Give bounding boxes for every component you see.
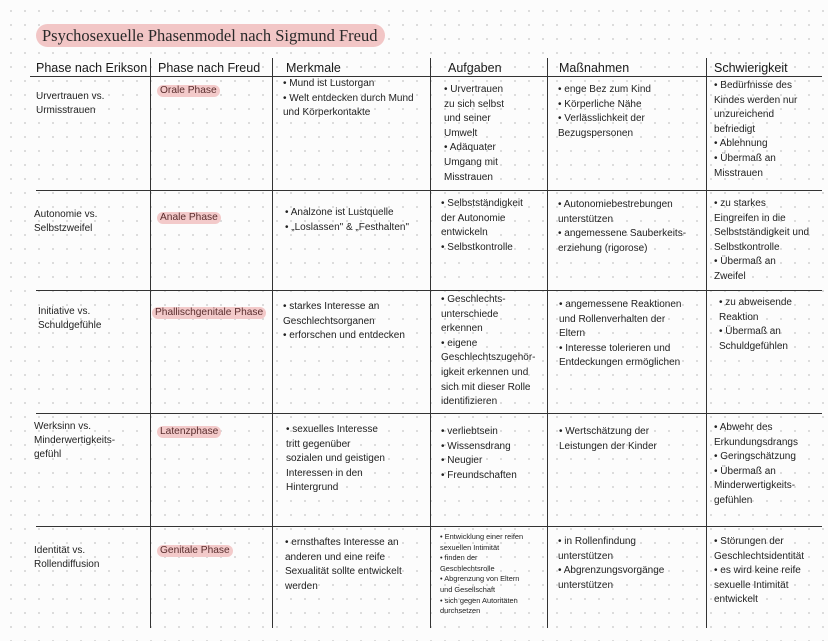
cell-schwierigkeit: • zu abweisende Reaktion • Übermaß an Schuldgefühlen bbox=[719, 297, 792, 352]
cell-erikson: Identität vs. Rollendiffusion bbox=[34, 545, 100, 570]
cell-aufgaben: • Entwicklung einer reifen sexuellen Intimität • finden der Geschlechtsrolle • Abgrenzung von Eltern und Gesellschaft • sich gegen Autoritäten durchsetzen bbox=[440, 532, 524, 616]
column-divider bbox=[706, 58, 707, 628]
header-aufgaben: Aufgaben bbox=[448, 61, 502, 75]
header-massnahmen: Maßnahmen bbox=[559, 61, 630, 75]
header-schwierigkeit: Schwierigkeit bbox=[714, 61, 788, 75]
row-divider bbox=[36, 290, 822, 291]
phase-badge: Orale Phase bbox=[157, 85, 220, 97]
cell-aufgaben: • verliebtsein • Wissensdrang • Neugier • Freundschaften bbox=[441, 426, 517, 481]
cell-erikson: Initiative vs. Schuldgefühle bbox=[38, 306, 102, 331]
cell-merkmale: • Analzone ist Lustquelle • „Loslassen" & „Festhalten" bbox=[285, 207, 409, 233]
cell-aufgaben: • Urvertrauen zu sich selbst und seiner Umwelt • Adäquater Umgang mit Misstrauen bbox=[444, 84, 505, 183]
row-divider bbox=[36, 526, 822, 527]
cell-massnahmen: • in Rollenfindung unterstützen • Abgrenzungsvorgänge unterstützen bbox=[558, 536, 665, 591]
cell-merkmale: • ernsthaftes Interesse an anderen und eine reife Sexualität sollte entwickelt werden bbox=[285, 537, 402, 592]
header-merkmale: Merkmale bbox=[286, 61, 341, 75]
row-divider bbox=[36, 190, 822, 191]
header-freud: Phase nach Freud bbox=[158, 61, 261, 75]
cell-massnahmen: • enge Bez zum Kind • Körperliche Nähe • Verlässlichkeit der Bezugspersonen bbox=[558, 84, 651, 139]
cell-merkmale: • Mund ist Lustorgan • Welt entdecken durch Mund und Körperkontakte bbox=[283, 78, 414, 119]
cell-massnahmen: • Autonomiebestrebungen unterstützen • angemessene Sauberkeits- erziehung (rigorose) bbox=[558, 199, 687, 254]
cell-aufgaben: • Geschlechts- unterschiede erkennen • eigene Geschlechtszugehör- igkeit erkennen und sich mit dieser Rolle identifizieren bbox=[441, 294, 536, 408]
column-divider bbox=[272, 58, 273, 628]
header-erikson: Phase nach Erikson bbox=[36, 61, 148, 75]
cell-massnahmen: • angemessene Reaktionen und Rollenverhalten der Eltern • Interesse tolerieren und Entdeckungen ermöglichen bbox=[559, 299, 682, 369]
column-divider bbox=[430, 58, 431, 628]
cell-merkmale: • starkes Interesse an Geschlechtsorganen • erforschen und entdecken bbox=[283, 301, 405, 342]
cell-erikson: Werksinn vs. Minderwertigkeits- gefühl bbox=[34, 421, 116, 460]
phase-badge: Genitale Phase bbox=[157, 545, 233, 557]
phase-badge: Phallischgenitale Phase bbox=[152, 307, 266, 319]
row-divider bbox=[36, 413, 822, 414]
page-title: Psychosexuelle Phasenmodel nach Sigmund Freud bbox=[36, 24, 385, 47]
cell-merkmale: • sexuelles Interesse tritt gegenüber sozialen und geistigen Interessen in den Hintergrund bbox=[286, 424, 385, 494]
phase-badge: Latenzphase bbox=[157, 426, 221, 438]
column-divider bbox=[150, 58, 151, 628]
cell-schwierigkeit: • Abwehr des Erkundungsdrangs • Geringschätzung • Übermaß an Minderwertigkeits- gefühlen bbox=[714, 422, 798, 506]
column-divider bbox=[547, 58, 548, 628]
cell-schwierigkeit: • Störungen der Geschlechtsidentität • es wird keine reife sexuelle Intimität entwickelt bbox=[714, 536, 805, 606]
cell-aufgaben: • Selbstständigkeit der Autonomie entwickeln • Selbstkontrolle bbox=[441, 198, 523, 253]
cell-schwierigkeit: • Bedürfnisse des Kindes werden nur unzureichend befriedigt • Ablehnung • Übermaß an Misstrauen bbox=[714, 80, 798, 179]
cell-erikson: Urvertrauen vs. Urmisstrauen bbox=[36, 91, 105, 116]
cell-massnahmen: • Wertschätzung der Leistungen der Kinder bbox=[559, 426, 657, 452]
cell-schwierigkeit: • zu starkes Eingreifen in die Selbstständigkeit und Selbstkontrolle • Übermaß an Zweifel bbox=[714, 198, 810, 282]
phase-badge: Anale Phase bbox=[157, 212, 221, 224]
cell-erikson: Autonomie vs. Selbstzweifel bbox=[34, 209, 98, 234]
